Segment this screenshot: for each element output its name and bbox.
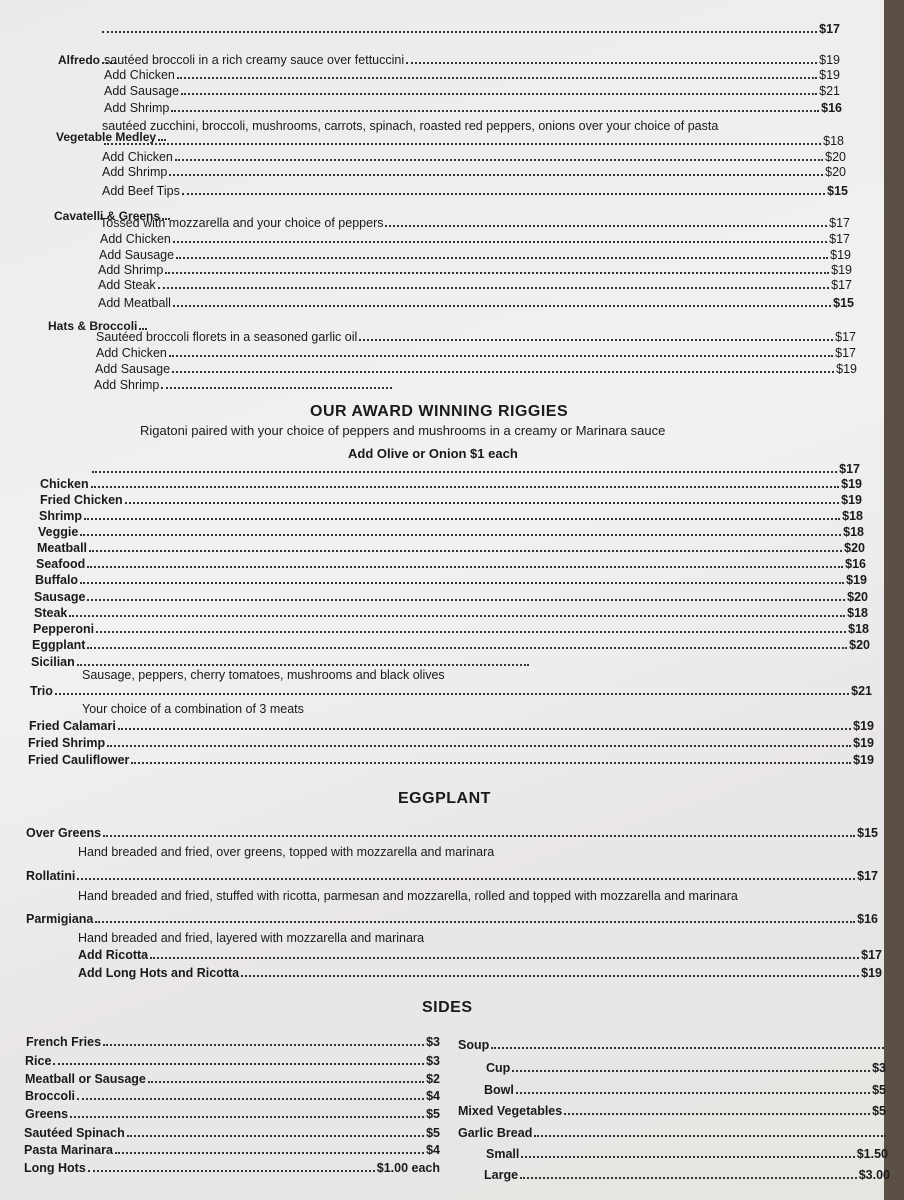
addon-row xyxy=(102,165,846,180)
addon-price: $15 xyxy=(833,296,854,310)
section-title: EGGPLANT xyxy=(398,790,491,807)
addon-name: Add Shrimp xyxy=(104,101,170,115)
menu-row xyxy=(34,590,868,605)
item-price: $17 xyxy=(835,330,856,344)
addon-price: $19 xyxy=(836,362,857,376)
addon-name: Add Beef Tips xyxy=(102,184,180,198)
item-name: Veggie xyxy=(38,525,79,539)
item-price: $17 xyxy=(819,22,840,36)
addon-name: Add Chicken xyxy=(104,68,175,82)
item-price: $19 xyxy=(853,736,874,750)
menu-row xyxy=(38,525,864,540)
item-price: $5 xyxy=(872,1104,886,1118)
menu-row xyxy=(25,1072,440,1087)
menu-row xyxy=(96,330,856,345)
menu-row xyxy=(26,1035,440,1050)
addon-name: Small xyxy=(486,1147,520,1161)
item-price: $4 xyxy=(426,1089,440,1103)
addon-price: $19 xyxy=(831,263,852,277)
menu-row xyxy=(24,1143,440,1158)
item-price: $18 xyxy=(842,509,863,523)
menu-row xyxy=(25,1089,440,1104)
addon-row xyxy=(486,1061,886,1076)
item-price: $5 xyxy=(426,1126,440,1140)
addon-row xyxy=(78,966,882,981)
addon-row xyxy=(486,1147,888,1162)
addon-row xyxy=(102,184,848,199)
addon-name: Add Sausage xyxy=(95,362,171,376)
addon-row xyxy=(102,150,846,165)
addon-price: $16 xyxy=(821,101,842,115)
menu-row xyxy=(28,736,874,751)
menu-row xyxy=(458,1104,886,1119)
menu-row xyxy=(26,826,878,841)
item-name: Alfredo xyxy=(58,53,100,67)
item-price: $17 xyxy=(839,462,860,476)
item-name: Rice xyxy=(25,1054,52,1068)
addon-row xyxy=(98,263,852,278)
item-name: Pepperoni xyxy=(33,622,95,636)
item-name: Broccoli xyxy=(25,1089,76,1103)
item-name: Shrimp xyxy=(39,509,83,523)
addon-row xyxy=(98,296,854,311)
item-price: $16 xyxy=(845,557,866,571)
menu-row xyxy=(100,22,840,37)
item-name: Meatball or Sausage xyxy=(25,1072,146,1086)
item-desc: Tossed with mozzarella and your choice of peppers xyxy=(100,216,384,230)
addon-name: Add Ricotta xyxy=(78,948,149,962)
item-name: Sausage xyxy=(34,590,86,604)
addon-price: $19 xyxy=(861,966,882,980)
item-price: $1.00 each xyxy=(376,1161,440,1175)
addon-price: $17 xyxy=(831,278,852,292)
addon-name: Add Shrimp xyxy=(94,378,160,392)
addon-name: Add Long Hots and Ricotta xyxy=(78,966,240,980)
menu-row xyxy=(40,493,862,508)
menu-row xyxy=(26,869,878,884)
addon-name: Bowl xyxy=(484,1083,514,1097)
item-desc: sautéed zucchini, broccoli, mushrooms, carrots, spinach, roasted red peppers, onions over your choice of pasta xyxy=(102,119,719,133)
item-price: $2 xyxy=(426,1072,440,1086)
menu-row xyxy=(29,719,874,734)
item-price: $20 xyxy=(849,638,870,652)
item-price: $19 xyxy=(819,53,840,67)
item-name: French Fries xyxy=(26,1035,102,1049)
addon-price: $5 xyxy=(872,1083,886,1097)
addon-row xyxy=(100,232,850,247)
addon-name: Add Chicken xyxy=(102,150,173,164)
section-note: Add Olive or Onion $1 each xyxy=(348,446,518,461)
item-price: $18 xyxy=(823,134,844,148)
item-name: Mixed Vegetables xyxy=(458,1104,563,1118)
item-price: $21 xyxy=(851,684,872,698)
item-name: Sicilian xyxy=(31,655,75,669)
addon-price: $20 xyxy=(825,165,846,179)
item-price: $20 xyxy=(847,590,868,604)
item-name: Garlic Bread xyxy=(458,1126,533,1140)
addon-price: $17 xyxy=(835,346,856,360)
addon-name: Add Meatball xyxy=(98,296,171,310)
item-price: $4 xyxy=(426,1143,440,1157)
addon-row xyxy=(94,378,394,393)
addon-price: $21 xyxy=(819,84,840,98)
item-desc: Sausage, peppers, cherry tomatoes, mushrooms and black olives xyxy=(82,668,445,682)
item-name: Hats & Broccoli xyxy=(48,319,138,333)
addon-name: Add Steak xyxy=(98,278,156,292)
menu-row xyxy=(28,753,874,768)
addon-price: $3.00 xyxy=(858,1168,890,1182)
item-price: $19 xyxy=(853,719,874,733)
menu-row xyxy=(458,1038,886,1053)
item-name: Greens xyxy=(25,1107,69,1121)
item-price: $3 xyxy=(426,1035,440,1049)
addon-price: $19 xyxy=(830,248,851,262)
item-price: $18 xyxy=(848,622,869,636)
addon-name: Add Sausage xyxy=(99,248,175,262)
item-price: $18 xyxy=(843,525,864,539)
menu-row xyxy=(26,912,878,927)
menu-row xyxy=(35,573,867,588)
item-desc: Hand breaded and fried, layered with mozzarella and marinara xyxy=(78,931,425,945)
section-subtitle: Rigatoni paired with your choice of peppers and mushrooms in a creamy or Marinara sauce xyxy=(140,423,666,438)
addon-price: $17 xyxy=(829,232,850,246)
menu-row xyxy=(24,1126,440,1141)
menu-row xyxy=(36,557,866,572)
addon-price: $17 xyxy=(861,948,882,962)
item-price: $19 xyxy=(853,753,874,767)
addon-price: $3 xyxy=(872,1061,886,1075)
addon-name: Add Shrimp xyxy=(102,165,168,179)
addon-name: Add Shrimp xyxy=(98,263,164,277)
item-name: Fried Cauliflower xyxy=(28,753,130,767)
item-price: $15 xyxy=(857,826,878,840)
addon-row xyxy=(98,278,852,293)
item-name: Parmigiana xyxy=(26,912,94,926)
addon-price: $1.50 xyxy=(856,1147,888,1161)
item-price: $5 xyxy=(426,1107,440,1121)
addon-price: $19 xyxy=(819,68,840,82)
addon-name: Cup xyxy=(486,1061,511,1075)
section-title: OUR AWARD WINNING RIGGIES xyxy=(310,403,569,420)
item-price: $17 xyxy=(829,216,850,230)
menu-row xyxy=(30,684,872,699)
section-title: SIDES xyxy=(422,999,473,1016)
item-price: $18 xyxy=(847,606,868,620)
menu-row xyxy=(37,541,865,556)
addon-row xyxy=(484,1168,890,1183)
item-name: Chicken xyxy=(40,477,89,491)
item-desc: Hand breaded and fried, stuffed with ricotta, parmesan and mozzarella, rolled and topped with mozzarella and marinara xyxy=(78,889,738,903)
item-price: $16 xyxy=(857,912,878,926)
addon-row xyxy=(104,84,840,99)
item-name: Seafood xyxy=(36,557,86,571)
item-name: Fried Shrimp xyxy=(28,736,106,750)
addon-name: Large xyxy=(484,1168,519,1182)
addon-row xyxy=(484,1083,886,1098)
item-name: Eggplant xyxy=(32,638,86,652)
item-price: $20 xyxy=(844,541,865,555)
menu-row xyxy=(33,622,869,637)
item-name: Vegetable Medley xyxy=(56,130,157,144)
item-desc: Sautéed broccoli florets in a seasoned garlic oil xyxy=(96,330,358,344)
addon-name: Add Sausage xyxy=(104,84,180,98)
item-price: $3 xyxy=(426,1054,440,1068)
item-desc: Your choice of a combination of 3 meats xyxy=(82,702,304,716)
item-name: Buffalo xyxy=(35,573,79,587)
addon-row xyxy=(104,101,842,116)
item-name: Cavatelli & Greens xyxy=(54,209,161,223)
menu-row xyxy=(25,1107,440,1122)
item-name: Rollatini xyxy=(26,869,76,883)
menu-row xyxy=(104,53,840,68)
menu-row xyxy=(25,1054,440,1069)
item-name: Steak xyxy=(34,606,68,620)
addon-name: Add Chicken xyxy=(96,346,167,360)
menu-row xyxy=(39,509,863,524)
item-price: $17 xyxy=(857,869,878,883)
item-name: Fried Chicken xyxy=(40,493,123,507)
item-name: Sautéed Spinach xyxy=(24,1126,125,1140)
menu-row xyxy=(24,1161,440,1176)
item-desc: sautéed broccoli in a rich creamy sauce over fettuccini xyxy=(104,53,405,67)
item-price: $19 xyxy=(841,477,862,491)
addon-row xyxy=(78,948,882,963)
addon-row xyxy=(99,248,851,263)
addon-price: $15 xyxy=(827,184,848,198)
item-name: Meatball xyxy=(37,541,88,555)
addon-row xyxy=(96,346,856,361)
item-price: $19 xyxy=(841,493,862,507)
item-name: Over Greens xyxy=(26,826,102,840)
item-name: Fried Calamari xyxy=(29,719,116,733)
menu-row xyxy=(100,216,850,231)
item-name: Long Hots xyxy=(24,1161,86,1175)
item-name: Pasta Marinara xyxy=(24,1143,113,1157)
item-desc: Hand breaded and fried, over greens, topped with mozzarella and marinara xyxy=(78,845,495,859)
item-name: Trio xyxy=(30,684,53,698)
addon-price: $20 xyxy=(825,150,846,164)
menu-row xyxy=(90,462,860,477)
menu-row xyxy=(34,606,868,621)
menu-row xyxy=(40,477,862,492)
item-name: Soup xyxy=(458,1038,490,1052)
addon-row xyxy=(95,362,857,377)
addon-name: Add Chicken xyxy=(100,232,171,246)
addon-row xyxy=(104,68,840,83)
menu-row xyxy=(102,134,844,149)
item-price: $19 xyxy=(846,573,867,587)
menu-row xyxy=(32,638,870,653)
menu-row xyxy=(458,1126,888,1141)
